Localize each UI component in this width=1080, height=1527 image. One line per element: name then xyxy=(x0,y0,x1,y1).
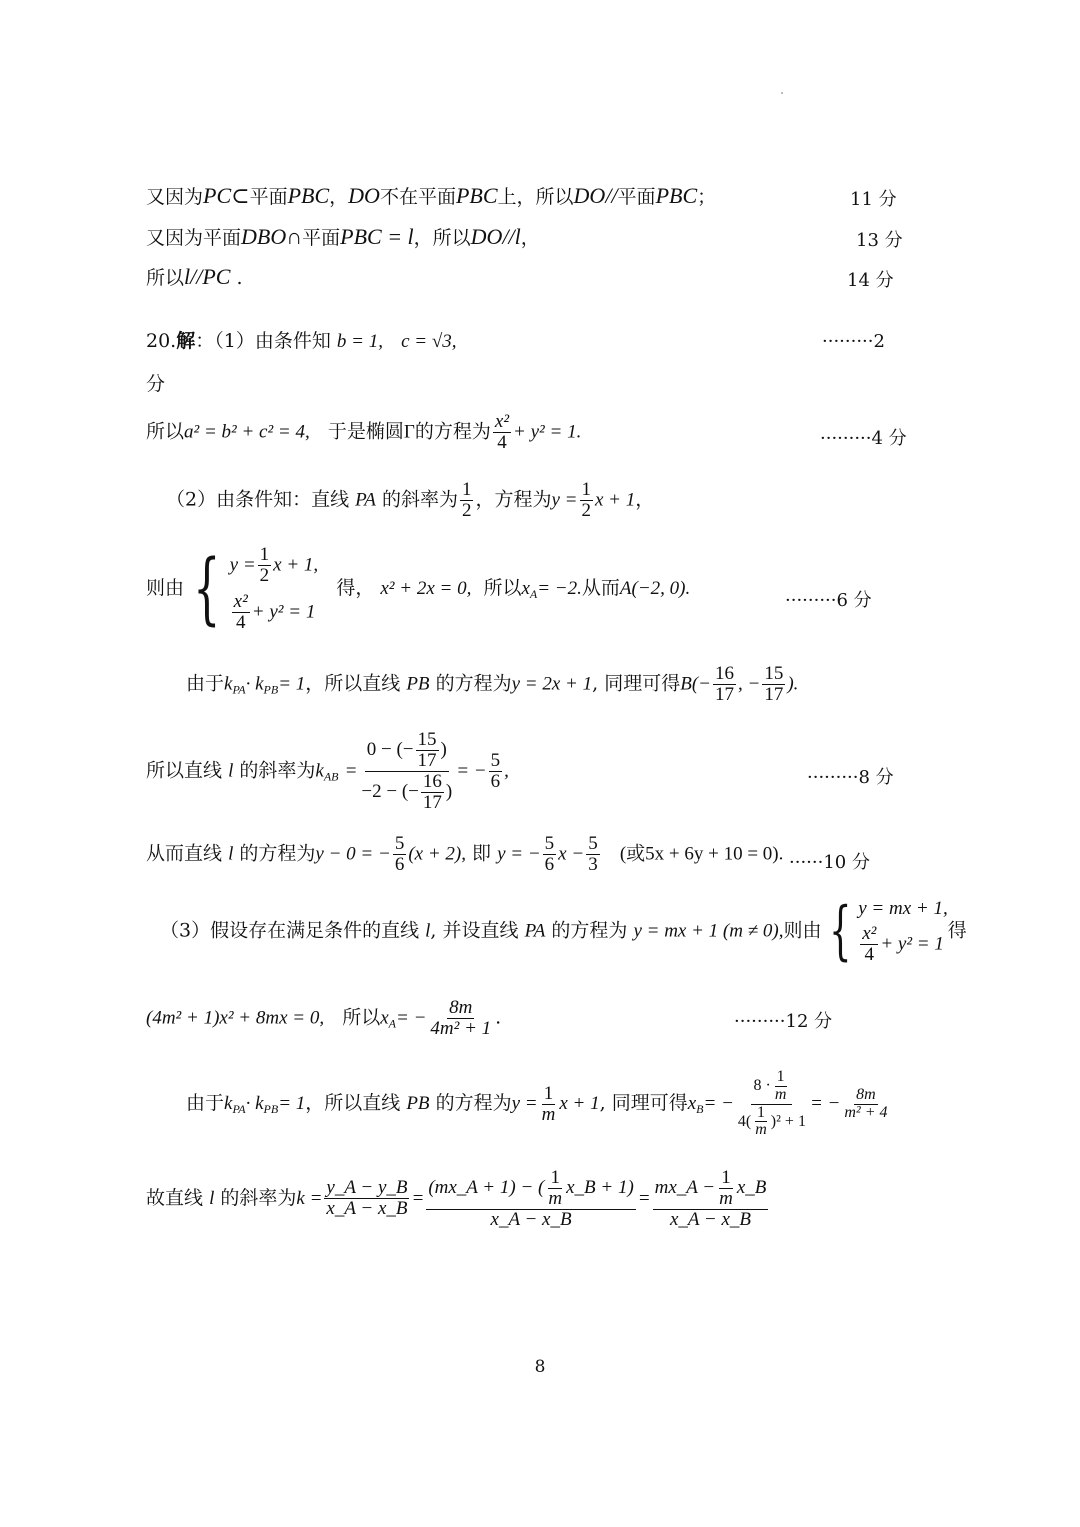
score-8: ·········8 分 xyxy=(807,767,894,788)
text: （3）假设存在满足条件的直线 xyxy=(160,919,420,942)
math: (或5x + 6y + 10 = 0). xyxy=(619,843,784,865)
text: （2）由条件知：直线 xyxy=(166,488,350,511)
text: 则由 xyxy=(783,919,822,942)
math: PBC xyxy=(455,183,498,208)
math: c = √3, xyxy=(401,331,457,352)
text: 所以 xyxy=(146,267,185,289)
line-8 xyxy=(146,545,690,633)
math: PB xyxy=(263,1102,279,1117)
math: ). xyxy=(787,673,799,695)
text: ， xyxy=(329,186,349,208)
score-4: ·········4 分 xyxy=(820,428,907,449)
text: 平面 xyxy=(617,186,656,208)
text: 的斜率为 xyxy=(381,488,458,511)
text: 上，所以 xyxy=(497,186,574,208)
text: 由于 xyxy=(186,672,225,695)
text: , 并设直线 xyxy=(430,919,519,942)
text: 所以 xyxy=(146,420,185,443)
math: = − xyxy=(396,1007,427,1029)
text: 解 xyxy=(176,330,196,352)
math: = xyxy=(637,1187,651,1209)
math: (4m² + 1)x² + 8mx = 0, xyxy=(146,1007,325,1029)
math: = −2. xyxy=(537,577,582,599)
fraction: $\frac{y\_A - y\_B}{x\_A - x\_B}$ xyxy=(326,1177,408,1220)
line-5 xyxy=(146,373,165,396)
text: 所以直线 xyxy=(146,759,223,782)
fraction: mx_A − $\frac{1}{m}$ x_B x_A − x_B xyxy=(654,1167,767,1230)
equation-system: y = $\frac{1}{2}$ x + 1, $\frac{\text{x²}}{4}$ + y² = 1 xyxy=(229,544,319,633)
math: PBC = l xyxy=(340,224,414,249)
math: x xyxy=(521,577,530,599)
line-9 xyxy=(186,664,798,705)
text: ：（1）由条件知 xyxy=(195,330,331,352)
fraction: $\frac{8m}{\text{4m² + 1}}$ xyxy=(430,997,492,1039)
math: PBC xyxy=(287,183,330,208)
math: AB xyxy=(323,769,339,784)
math: PB xyxy=(406,1093,430,1115)
math: PA xyxy=(524,920,546,942)
math: · k xyxy=(245,1093,264,1115)
text: 则由 xyxy=(146,576,185,599)
line-12 xyxy=(160,894,967,969)
fraction: $\frac{1}{m}$ xyxy=(541,1082,556,1125)
math: k xyxy=(224,673,233,695)
math: DBO xyxy=(241,224,287,249)
math: l xyxy=(425,920,431,942)
text: . xyxy=(230,267,243,289)
text: ，方程为 xyxy=(475,488,552,511)
text: 的方程为 xyxy=(239,842,316,865)
math: l xyxy=(228,760,234,782)
text: ，所以直线 xyxy=(305,672,401,695)
text: 于是椭圆 xyxy=(327,420,404,443)
math: x² + 2x = 0, xyxy=(380,577,472,599)
fraction: $\frac{1}{2}$ xyxy=(461,479,472,521)
score-6: ·········6 分 xyxy=(785,590,872,611)
line-11 xyxy=(146,834,783,875)
text: . xyxy=(495,1006,502,1029)
text: 所以 xyxy=(483,576,522,599)
score-10: ······10 分 xyxy=(789,852,870,873)
math: A(−2, 0). xyxy=(619,577,691,599)
text: 20. xyxy=(146,330,177,352)
text: 从而 xyxy=(581,576,620,599)
fraction-xb: 8 · $\frac{1}{m}$ 4( $\frac{1}{m}$ )² + 1 xyxy=(737,1068,806,1139)
line-7: （2）由条件知：直线 PA 的斜率为 $\frac{1}{2}$ ，方程为y = $\frac{1}{2}$ x + 1， xyxy=(166,479,655,521)
math: = xyxy=(344,760,358,782)
math: + y² = 1. xyxy=(513,421,582,443)
math: y − 0 = − xyxy=(315,843,391,865)
math: · k xyxy=(245,673,264,695)
text: 的斜率为 xyxy=(220,1186,297,1209)
text: 的方程为 xyxy=(414,420,491,443)
text: 即 xyxy=(472,842,492,865)
math: DO xyxy=(348,183,380,208)
math: ⊂ xyxy=(231,183,250,208)
math: , − xyxy=(737,673,761,695)
fraction: (mx_A + 1) − ( $\frac{1}{m}$ x_B + 1) x_A − x_B xyxy=(428,1167,634,1230)
math: b = 1, xyxy=(336,331,383,352)
brace: { xyxy=(828,894,852,969)
fraction: $\frac{5}{3}$ xyxy=(588,833,598,875)
math: PA xyxy=(232,1102,246,1117)
fraction: $\frac{\text{x²}}{4}$ xyxy=(494,411,510,453)
text: 又因为 xyxy=(146,186,204,208)
math: = xyxy=(411,1187,425,1209)
text: 分 xyxy=(146,373,166,395)
math: k xyxy=(224,1093,233,1115)
text: 得， xyxy=(336,576,375,599)
fraction: $\frac{15}{17}$ xyxy=(764,663,784,705)
math: PB xyxy=(406,673,430,695)
text: 平面 xyxy=(302,227,341,249)
math: x xyxy=(687,1093,697,1115)
math: = 1 xyxy=(278,1093,306,1115)
text: 由于 xyxy=(186,1092,225,1115)
line-2 xyxy=(146,224,540,250)
text: 的方程为 xyxy=(551,919,628,942)
text: 从而直线 xyxy=(146,842,223,865)
brace: { xyxy=(193,543,221,634)
math: PB xyxy=(263,682,279,697)
text: 的方程为 xyxy=(435,672,512,695)
text: , 同理可得 xyxy=(599,1092,688,1115)
fraction: $\frac{8m}{\text{m² + 4}}$ xyxy=(844,1085,888,1121)
math: PA xyxy=(232,682,246,697)
line-13 xyxy=(146,998,501,1039)
math: a² = b² + c² = 4, xyxy=(184,421,310,443)
math: x + 1 xyxy=(559,1093,600,1115)
text: 所以 xyxy=(342,1006,381,1029)
line-4 xyxy=(146,330,457,354)
text: ； xyxy=(697,186,717,208)
math: = − xyxy=(703,1093,734,1115)
math: y = − xyxy=(497,843,541,865)
fraction-slope: 0 − (− $\frac{15}{17}$ ) −2 − (− $\frac{16}{17}$ ) xyxy=(361,729,453,813)
math: y = 2x + 1 xyxy=(511,673,593,695)
text: 的斜率为 xyxy=(239,759,316,782)
fraction: $\frac{5}{6}$ xyxy=(544,833,555,875)
math: k = xyxy=(296,1187,323,1209)
text: 得 xyxy=(947,919,967,942)
math: y = xyxy=(511,1093,538,1115)
page-number: 8 xyxy=(534,1357,546,1377)
fraction: $\frac{16}{17}$ xyxy=(714,663,734,705)
line-6 xyxy=(146,412,581,453)
text: ，所以 xyxy=(413,227,471,249)
math: l//PC xyxy=(184,264,231,289)
text: 的方程为 xyxy=(435,1092,512,1115)
score-12: ·········12 分 xyxy=(734,1011,833,1032)
line-15 xyxy=(146,1168,770,1230)
score-13: 13 分 xyxy=(856,230,903,251)
math: DO//l xyxy=(470,224,521,249)
math: = − xyxy=(456,760,487,782)
stray-dot xyxy=(781,92,783,94)
math: x xyxy=(380,1007,389,1029)
math: PBC xyxy=(655,183,698,208)
text: ，所以直线 xyxy=(305,1092,401,1115)
math: x + 1 xyxy=(595,489,636,511)
score-11: 11 分 xyxy=(850,189,897,210)
math: A xyxy=(529,586,538,601)
math: B(− xyxy=(680,673,711,695)
line-3 xyxy=(146,264,243,290)
text: 故直线 xyxy=(146,1186,204,1209)
line-1 xyxy=(146,183,716,209)
math: l xyxy=(228,843,234,865)
math: y = xyxy=(551,489,578,511)
fraction: $\frac{5}{6}$ xyxy=(490,749,501,792)
math: = − xyxy=(809,1093,841,1115)
math: (x + 2), xyxy=(408,843,466,865)
line-14 xyxy=(186,1069,892,1139)
math: Γ xyxy=(403,421,415,443)
fraction: $\frac{1}{2}$ xyxy=(581,479,591,521)
fraction: $\frac{5}{6}$ xyxy=(394,833,405,875)
score-2: ·········2 xyxy=(822,331,885,352)
equation-system: y = mx + 1, $\frac{\text{x²}}{4}$ + y² = 1 xyxy=(858,898,948,965)
math: y = mx + 1 (m ≠ 0), xyxy=(633,920,784,942)
math: = 1 xyxy=(278,673,306,695)
math: PA xyxy=(355,489,376,511)
math: k xyxy=(315,760,324,782)
math: l xyxy=(209,1187,215,1209)
math: ∩ xyxy=(286,224,303,249)
math: , xyxy=(504,760,509,782)
text: ， xyxy=(520,227,540,249)
line-10 xyxy=(146,730,509,813)
text: 不在平面 xyxy=(379,186,456,208)
text: 平面 xyxy=(249,186,288,208)
math: A xyxy=(388,1016,396,1031)
math: B xyxy=(696,1102,704,1117)
score-14: 14 分 xyxy=(847,270,894,291)
math: PC xyxy=(203,183,232,208)
math: DO// xyxy=(573,183,618,208)
text: 又因为平面 xyxy=(146,227,242,249)
text: , 同理可得 xyxy=(592,672,681,695)
math: x − xyxy=(558,843,585,865)
